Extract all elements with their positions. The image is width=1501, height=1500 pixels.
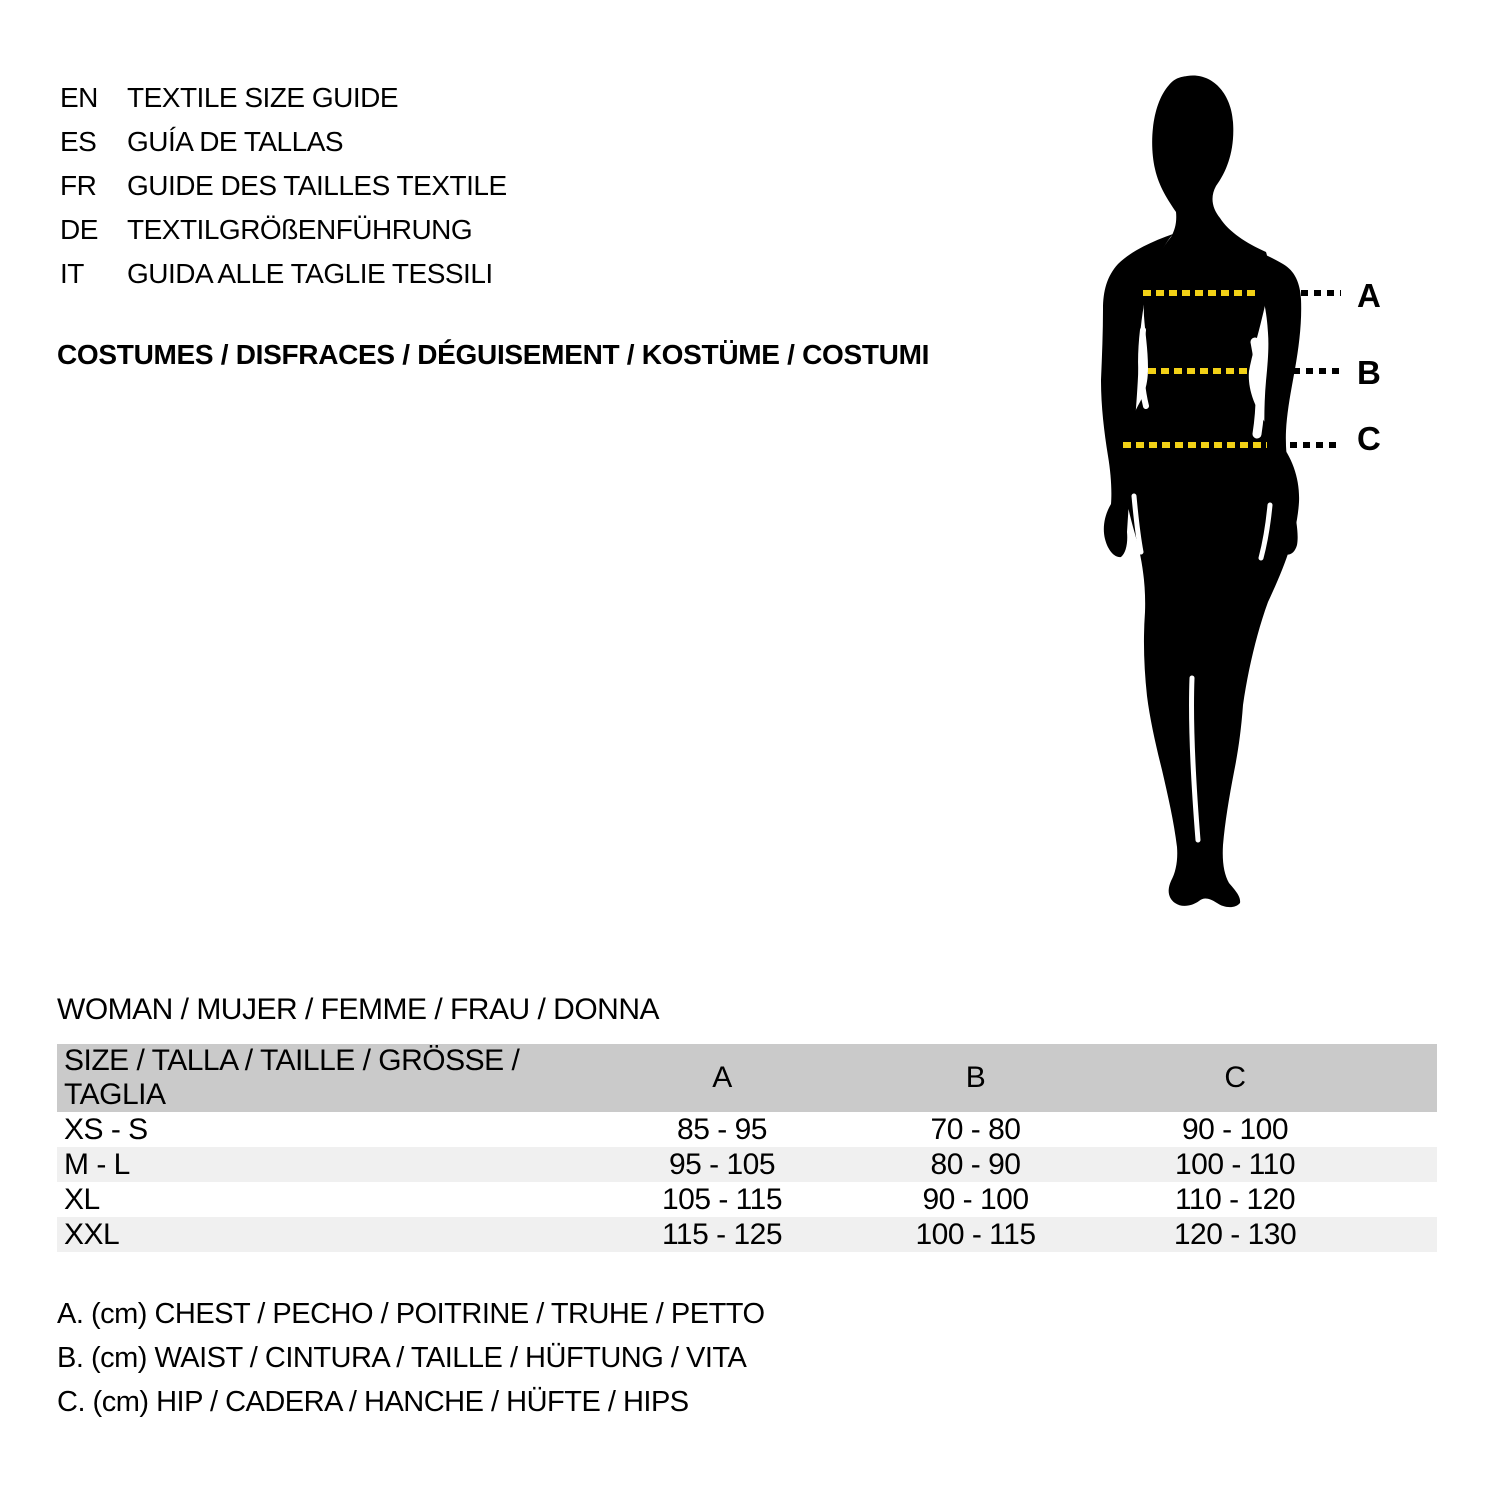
language-row [60,120,507,164]
language-title: GUIDE DES TAILLES TEXTILE [127,170,507,201]
language-title: GUÍA DE TALLAS [127,126,344,157]
value-a: 95 - 105 [668,1147,776,1181]
language-title: GUIDA ALLE TAGLIE TESSILI [127,258,493,289]
spacer-cell [1366,1217,1437,1252]
col-header-a: A [597,1044,847,1112]
language-row [60,76,507,120]
value-b: 70 - 80 [930,1112,1021,1146]
value-b: 80 - 90 [930,1147,1021,1181]
size-cell: M - L [64,1147,130,1181]
language-title-list [60,76,507,296]
language-code: DE [60,214,98,245]
col-header-c: C [1104,1044,1366,1112]
size-cell: XS - S [64,1112,148,1146]
value-c: 110 - 120 [1174,1182,1296,1216]
language-code: IT [60,258,84,289]
size-table-header-row [57,1044,1437,1112]
language-code: ES [60,126,97,157]
table-row [57,1217,1437,1252]
value-c: 100 - 110 [1174,1147,1296,1181]
size-header-cell: SIZE / TALLA / TAILLE / GRÖSSE / TAGLIA [57,1044,597,1112]
value-b: 100 - 115 [915,1217,1036,1251]
spacer-cell [1366,1147,1437,1182]
col-header-b: B [847,1044,1104,1112]
size-table [57,1044,1437,1252]
value-a: 115 - 125 [661,1217,783,1251]
marker-label-a: A [1357,277,1381,314]
measurement-legend [57,1292,765,1424]
value-a: 105 - 115 [661,1182,783,1216]
legend-line-waist: B. (cm) WAIST / CINTURA / TAILLE / HÜFTUNG / VITA [57,1342,747,1374]
legend-line-chest: A. (cm) CHEST / PECHO / POITRINE / TRUHE / PETTO [57,1298,765,1330]
section-title-woman: WOMAN / MUJER / FEMME / FRAU / DONNA [57,993,659,1026]
language-row [60,164,507,208]
value-c: 120 - 130 [1173,1217,1297,1251]
table-row [57,1112,1437,1147]
table-row [57,1182,1437,1217]
value-c: 90 - 100 [1181,1112,1289,1146]
marker-label-c: C [1357,420,1381,457]
woman-silhouette [1050,50,1350,950]
language-row [60,208,507,252]
category-line: COSTUMES / DISFRACES / DÉGUISEMENT / KOSTÜME / COSTUMI [57,339,930,370]
col-header-spacer [1366,1044,1437,1112]
size-cell: XXL [64,1217,120,1251]
language-code: FR [60,170,97,201]
table-row [57,1147,1437,1182]
spacer-cell [1366,1112,1437,1147]
marker-label-b: B [1357,354,1381,391]
language-title: TEXTILGRÖßENFÜHRUNG [127,214,473,245]
language-row [60,252,507,296]
value-a: 85 - 95 [677,1112,767,1146]
value-b: 90 - 100 [922,1182,1029,1216]
language-code: EN [60,82,98,113]
size-cell: XL [64,1182,100,1216]
spacer-cell [1366,1182,1437,1217]
language-title: TEXTILE SIZE GUIDE [127,82,399,113]
legend-line-hip: C. (cm) HIP / CADERA / HANCHE / HÜFTE / HIPS [57,1386,689,1418]
